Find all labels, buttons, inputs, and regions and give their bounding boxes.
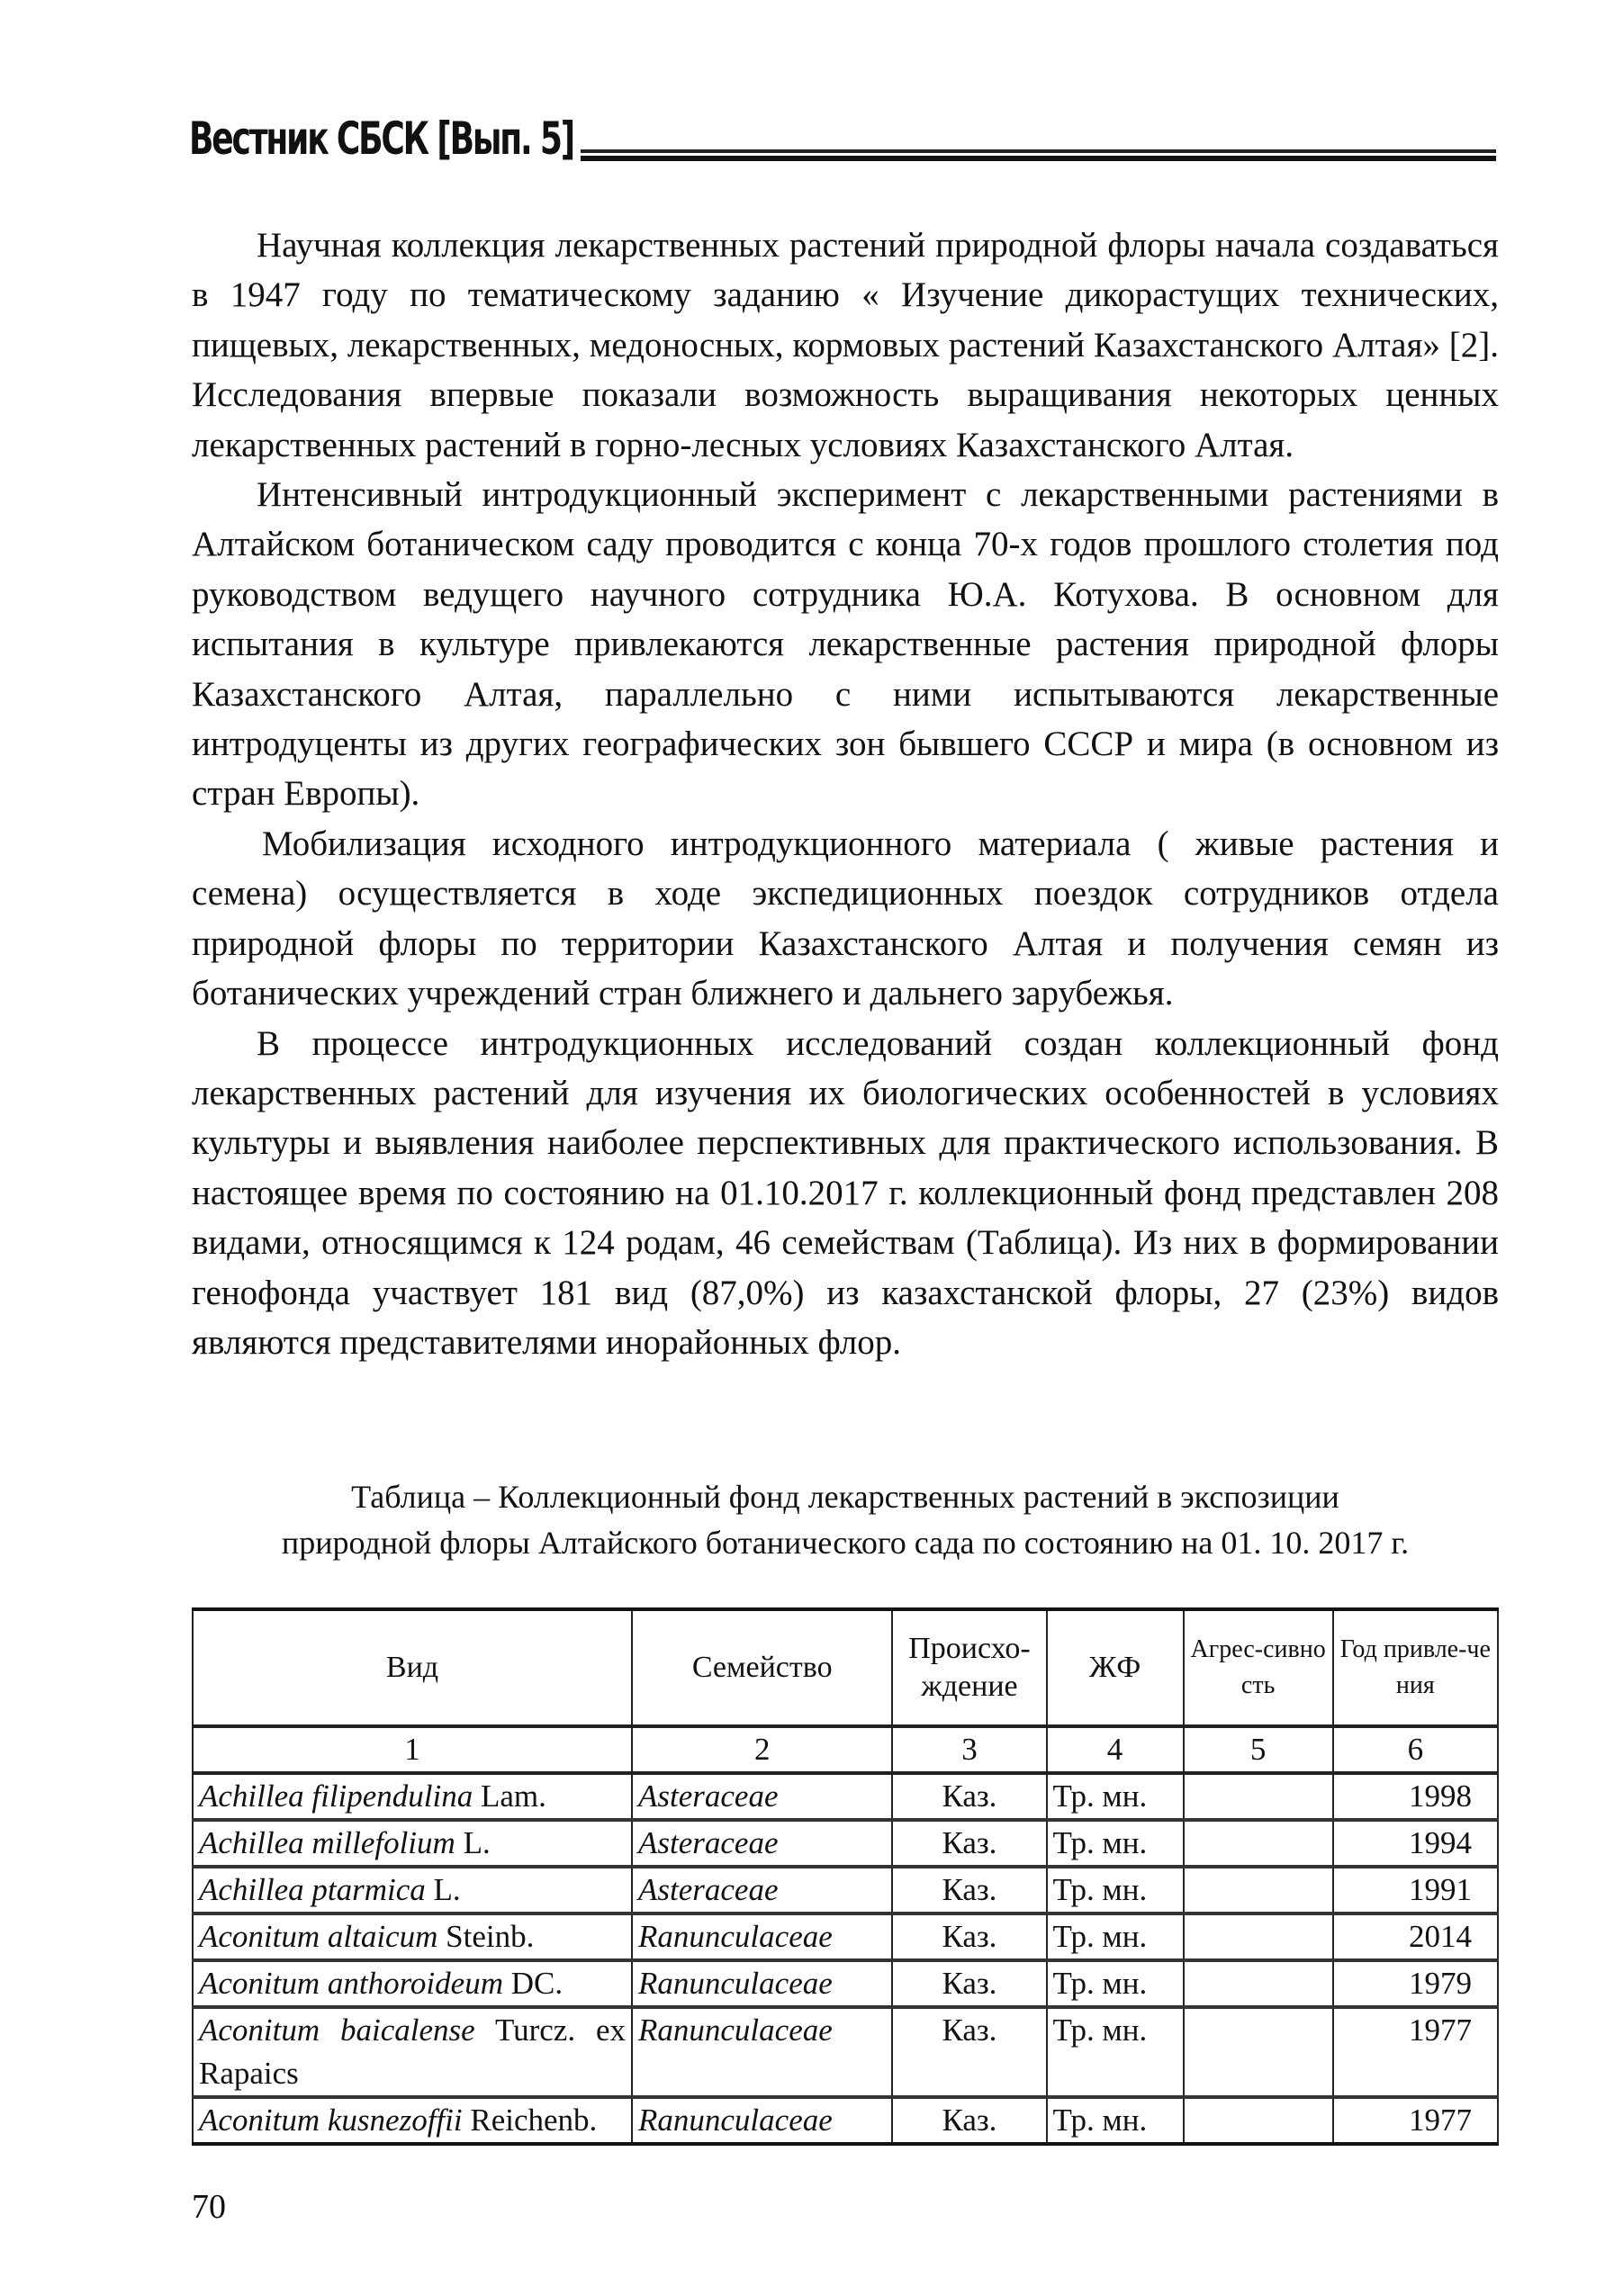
species-name: Aconitum anthoroideum (199, 1966, 503, 2001)
paragraph-1: Научная коллекция лекарственных растений природной флоры начала создаваться в 1947 году по тематическому заданию « Изучение дикорастущих технических, пищевых, лекарственных, медоносных, кормовых растений Казахстанского Алтая» [2]. Исследования впервые показали возможность выращивания некоторых ценных лекарственных растений в горно-лесных условиях Казахстанского Алтая. (192, 226, 1499, 464)
life-form-cell (1047, 1773, 1184, 1820)
aggressiveness-cell (1184, 1913, 1333, 1960)
species-name: Aconitum altaicum (199, 1919, 438, 1954)
header-year (1333, 1609, 1498, 1726)
life-form-cell (1047, 2007, 1184, 2097)
header-aggressiveness (1184, 1609, 1333, 1726)
family-cell (632, 1867, 892, 1913)
species-name: Achillea ptarmica (199, 1872, 426, 1907)
paragraph-2: Интенсивный интродукционный эксперимент с лекарственными растениями в Алтайском ботаническом саду проводится с конца 70-х годов прошлого столетия под руководством ведущего научного сотрудника Ю.А. Котухова. В основном для испытания в культуре привлекаются лекарственные растения природной флоры Казахстанского Алтая, параллельно с ними испытываются лекарственные интродуценты из других географических зон бывшего СССР и мира (в основном из стран Европы). (192, 475, 1499, 814)
year-value: 1977 (1409, 2102, 1472, 2138)
table-header-row (193, 1609, 1498, 1726)
year-value: 1994 (1409, 1825, 1472, 1860)
family-cell (632, 1820, 892, 1867)
year-cell (1333, 1867, 1498, 1913)
year-cell (1333, 1773, 1498, 1820)
header-year-text: Год привле-чения (1339, 1635, 1491, 1699)
header-rule-thin (581, 149, 1496, 153)
family-name: Ranunculaceae (638, 1919, 833, 1954)
table-caption (192, 1474, 1499, 1566)
species-cell (193, 1960, 632, 2007)
life-form-value: Тр. мн. (1052, 1825, 1148, 1860)
table-row (193, 1960, 1498, 2007)
origin-value: Каз. (942, 2012, 997, 2048)
life-form-cell (1047, 1913, 1184, 1960)
species-author: L. (425, 1872, 461, 1907)
table-body (193, 1773, 1498, 2144)
origin-value: Каз. (942, 1919, 997, 1954)
family-cell (632, 2097, 892, 2144)
origin-cell (892, 1960, 1046, 2007)
table-caption-line-2: природной флоры Алтайского ботанического сада по состоянию на 01. 10. 2017 г. (281, 1525, 1410, 1561)
origin-value: Каз. (942, 1825, 997, 1860)
origin-value: Каз. (942, 2102, 997, 2138)
family-cell (632, 1960, 892, 2007)
header-double-rule (581, 149, 1496, 162)
life-form-cell (1047, 1820, 1184, 1867)
aggressiveness-cell (1184, 1773, 1333, 1820)
life-form-value: Тр. мн. (1052, 1872, 1148, 1907)
family-name: Ranunculaceae (638, 2102, 833, 2138)
family-name: Asteraceae (638, 1872, 779, 1907)
aggressiveness-cell (1184, 1820, 1333, 1867)
column-number: 1 (193, 1726, 632, 1773)
species-name: Aconitum baicalense (199, 2012, 475, 2048)
year-value: 1991 (1409, 1872, 1472, 1907)
family-cell (632, 2007, 892, 2097)
table-row (193, 1867, 1498, 1913)
year-value: 1977 (1409, 2012, 1472, 2048)
column-number-row (193, 1726, 1498, 1773)
species-name: Achillea millefolium (199, 1825, 455, 1860)
year-cell (1333, 2097, 1498, 2144)
species-author: Turcz. ex Rapaics (199, 2012, 627, 2091)
paragraph-4: В процессе интродукционных исследований создан коллекционный фонд лекарственных растений для изучения их биологических особенностей в условиях культуры и выявления наиболее перспективных для практического использования. В настоящее время по состоянию на 01.10.2017 г. коллекционный фонд представлен 208 видами, относящимся к 124 родам, 46 семействам (Таблица). Из них в формировании генофонда участвует 181 вид (87,0%) из казахстанской флоры, 27 (23%) видов являются представителями инорайонных флор. (192, 1023, 1499, 1362)
family-name: Asteraceae (638, 1825, 779, 1860)
header-species: Вид (193, 1609, 632, 1726)
origin-cell (892, 1773, 1046, 1820)
life-form-cell (1047, 2097, 1184, 2144)
header-aggressiveness-text: Агрес-сивность (1190, 1635, 1326, 1699)
species-author: DC. (502, 1966, 564, 2001)
aggressiveness-cell (1184, 1867, 1333, 1913)
aggressiveness-cell (1184, 2097, 1333, 2144)
life-form-cell (1047, 1867, 1184, 1913)
table-row (193, 2097, 1498, 2144)
family-name: Ranunculaceae (638, 2012, 833, 2048)
year-value: 2014 (1409, 1919, 1472, 1954)
life-form-value: Тр. мн. (1052, 2102, 1148, 2138)
table-row (193, 1820, 1498, 1867)
origin-value: Каз. (942, 1778, 997, 1814)
species-author: Lam. (473, 1778, 546, 1814)
family-cell (632, 1773, 892, 1820)
aggressiveness-cell (1184, 1960, 1333, 2007)
column-number: 6 (1333, 1726, 1498, 1773)
origin-value: Каз. (942, 1966, 997, 2001)
life-form-value: Тр. мн. (1052, 1919, 1148, 1954)
species-cell (193, 1913, 632, 1960)
species-cell (193, 1867, 632, 1913)
species-cell (193, 1820, 632, 1867)
journal-running-title: Вестник СБСК [Вып. 5] (189, 113, 574, 165)
article-body (192, 221, 1499, 1367)
species-cell (193, 1773, 632, 1820)
header-rule-thick (581, 156, 1496, 161)
species-author: L. (455, 1825, 491, 1860)
year-value: 1979 (1409, 1966, 1472, 2001)
origin-cell (892, 2097, 1046, 2144)
column-number: 3 (892, 1726, 1046, 1773)
table-row (193, 2007, 1498, 2097)
species-author: Reichenb. (462, 2102, 598, 2138)
life-form-value: Тр. мн. (1052, 2012, 1148, 2048)
column-number: 5 (1184, 1726, 1333, 1773)
life-form-cell (1047, 1960, 1184, 2007)
year-cell (1333, 1960, 1498, 2007)
table-caption-line-1: Таблица – Коллекционный фонд лекарственных растений в экспозиции (351, 1479, 1339, 1515)
life-form-value: Тр. мн. (1052, 1966, 1148, 2001)
aggressiveness-cell (1184, 2007, 1333, 2097)
column-number: 4 (1047, 1726, 1184, 1773)
paragraph-3: Мобилизация исходного интродукционного материала ( живые растения и семена) осуществляется в ходе экспедиционных поездок сотрудников отдела природной флоры по территории Казахстанского Алтая и получения семян из ботанических учреждений стран ближнего и дальнего зарубежья. (192, 824, 1499, 1013)
year-cell (1333, 1913, 1498, 1960)
species-cell (193, 2007, 632, 2097)
table-row (193, 1773, 1498, 1820)
header-family: Семейство (632, 1609, 892, 1726)
origin-cell (892, 2007, 1046, 2097)
year-cell (1333, 1820, 1498, 1867)
origin-cell (892, 1820, 1046, 1867)
life-form-value: Тр. мн. (1052, 1778, 1148, 1814)
species-name: Achillea filipendulina (199, 1778, 473, 1814)
family-name: Ranunculaceae (638, 1966, 833, 2001)
family-name: Asteraceae (638, 1778, 779, 1814)
year-value: 1998 (1409, 1778, 1472, 1814)
species-author: Steinb. (437, 1919, 535, 1954)
header-origin (892, 1609, 1046, 1726)
origin-value: Каз. (942, 1872, 997, 1907)
header-origin-text: Происхо-ждение (908, 1632, 1031, 1703)
column-number: 2 (632, 1726, 892, 1773)
collection-table (192, 1607, 1499, 2146)
header-life-form: ЖФ (1047, 1609, 1184, 1726)
species-cell (193, 2097, 632, 2144)
origin-cell (892, 1913, 1046, 1960)
species-name: Aconitum kusnezoffii (199, 2102, 463, 2138)
table-row (193, 1913, 1498, 1960)
family-cell (632, 1913, 892, 1960)
origin-cell (892, 1867, 1046, 1913)
year-cell (1333, 2007, 1498, 2097)
page-number: 70 (192, 2188, 226, 2226)
